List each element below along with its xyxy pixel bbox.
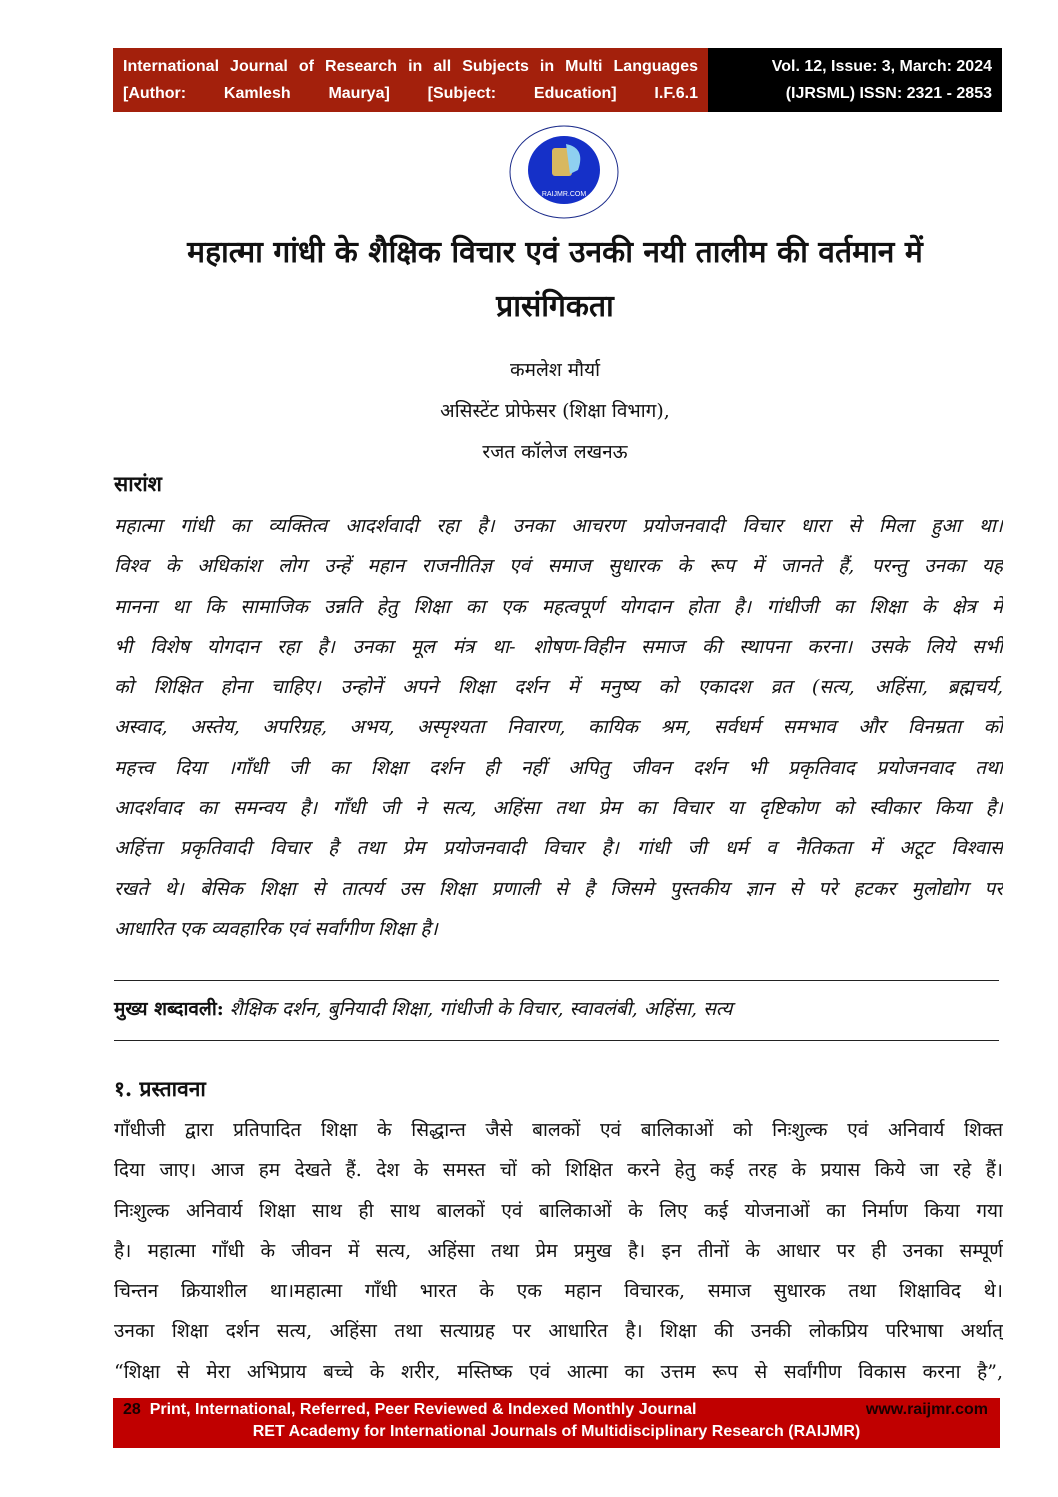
header-right xyxy=(708,48,1002,112)
text-line: रखते थे। बेसिक शिक्षा से तात्पर्य उस शिक्षा प्रणाली से है जिसमे पुस्तकीय ज्ञान से परे हटकर मुलोद्योग पर xyxy=(114,877,1003,900)
journal-logo xyxy=(508,124,620,220)
text-line: महात्मा गांधी का व्यक्तित्व आदर्शवादी रहा है। उनका आचरण प्रयोजनवादी विचार धारा से मिला हुआ था। xyxy=(114,515,1003,537)
text-line: दिया जाए। आज हम देखते हैं. देश के समस्त चों को शिक्षित करने हेतु कई तरह के प्रयास किये जा रहे हैं। xyxy=(114,1159,1003,1182)
keywords xyxy=(114,995,732,1021)
journal-name: International Journal of Research in all Subjects in Multi Languages xyxy=(123,58,698,75)
footer-publisher: RET Academy for International Journals of Multidisciplinary Research (RAIJMR) xyxy=(252,1423,861,1440)
author-designation: असिस्टेंट प्रोफेसर (शिक्षा विभाग), xyxy=(440,400,670,422)
issn: (IJRSML) ISSN: 2321 - 2853 xyxy=(785,85,992,102)
text-line: अहिंत्ता प्रकृतिवादी विचार है तथा प्रेम प्रयोजनवादी विचार है। गांधी जी धर्म व नैतिकता में अटूट विश्वास xyxy=(114,837,1003,860)
volume-issue: Vol. 12, Issue: 3, March: 2024 xyxy=(771,58,992,75)
text-line: आधारित एक व्यवहारिक एवं सर्वांगीण शिक्षा है। xyxy=(114,917,438,940)
divider xyxy=(114,1040,999,1041)
text-line: उनका शिक्षा दर्शन सत्य, अहिंसा तथा सत्याग्रह पर आधारित है। शिक्षा की उनकी लोकप्रिय परिभाषा अर्थात् xyxy=(114,1320,1003,1343)
introduction-heading: १. प्रस्तावना xyxy=(114,1076,206,1101)
author-subject-line: [Author: Kamlesh Maurya] [Subject: Education] I.F.6.1 xyxy=(123,85,698,102)
text-line: महत्त्व दिया ।गाँधी जी का शिक्षा दर्शन ही नहीं अपितु जीवन दर्शन भी प्रकृतिवाद प्रयोजनवाद तथा xyxy=(114,756,1003,779)
page-footer xyxy=(113,1398,1000,1448)
journal-header xyxy=(113,48,1002,112)
author-name: कमलेश मौर्या xyxy=(509,359,601,381)
divider xyxy=(114,980,999,981)
text-line: विश्व के अधिकांश लोग उन्हें महान राजनीतिज्ञ एवं समाज सुधारक के रूप में जानते हैं, परन्तु उनका यह xyxy=(114,555,1003,578)
logo-text: RAIJMR.COM xyxy=(541,191,587,198)
text-line: निःशुल्क अनिवार्य शिक्षा साथ ही साथ बालकों एवं बालिकाओं के लिए कई योजनाओं का निर्माण किया गया xyxy=(114,1199,1003,1222)
website-link[interactable]: www.raijmr.com xyxy=(865,1401,988,1418)
text-line: चिन्तन क्रियाशील था।महात्मा गाँधी भारत के एक महान विचारक, समाज सुधारक तथा शिक्षाविद थे। xyxy=(114,1280,1003,1303)
article-title xyxy=(120,226,990,334)
introduction-body xyxy=(114,1110,1003,1392)
text-line: अस्वाद, अस्तेय, अपरिग्रह, अभय, अस्पृश्यता निवारण, कायिक श्रम, सर्वधर्म समभाव और विनम्रता को xyxy=(114,716,1003,739)
author-block xyxy=(200,350,910,473)
abstract-body xyxy=(114,506,1003,949)
title-line: प्रासंगिकता xyxy=(496,289,614,324)
footer-journal-type: Print, International, Referred, Peer Reviewed & Indexed Monthly Journal xyxy=(149,1401,697,1418)
keywords-values: शैक्षिक दर्शन, बुनियादी शिक्षा, गांधीजी के विचार, स्वावलंबी, अहिंसा, सत्य xyxy=(229,998,733,1020)
header-left xyxy=(113,48,708,112)
text-line: आदर्शवाद का समन्वय है। गाँधी जी ने सत्य, अहिंसा तथा प्रेम का विचार या दृष्टिकोण को स्वीकार किया है। xyxy=(114,797,1003,820)
text-line: है। महात्मा गाँधी के जीवन में सत्य, अहिंसा तथा प्रेम प्रमुख है। इन तीनों के आधार पर ही उनका सम्पूर्ण xyxy=(114,1239,1003,1262)
text-line: गाँधीजी द्वारा प्रतिपादित शिक्षा के सिद्धान्त जैसे बालकों एवं बालिकाओं को निःशुल्क एवं अनिवार्य शिक्त xyxy=(114,1119,1003,1141)
text-line: “शिक्षा से मेरा अभिप्राय बच्चे के शरीर, मस्तिष्क एवं आत्मा का उत्तम रूप से सर्वांगीण विकास करना है”, xyxy=(114,1360,1003,1383)
author-institution: रजत कॉलेज लखनऊ xyxy=(482,441,628,463)
abstract-heading: सारांश xyxy=(114,471,162,496)
title-line: महात्मा गांधी के शैक्षिक विचार एवं उनकी नयी तालीम की वर्तमान में xyxy=(187,235,923,270)
text-line: मानना था कि सामाजिक उन्नति हेतु शिक्षा का एक महत्वपूर्ण योगदान होता है। गांधीजी का शिक्षा के क्षेत्र में xyxy=(114,595,1003,618)
keywords-label: मुख्य शब्दावली: xyxy=(114,998,224,1020)
page-number: 28 xyxy=(123,1401,141,1418)
text-line: भी विशेष योगदान रहा है। उनका मूल मंत्र था- शोषण-विहीन समाज की स्थापना करना। उसके लिये सभी xyxy=(114,635,1003,658)
text-line: को शिक्षित होना चाहिए। उन्होनें अपने शिक्षा दर्शन में मनुष्य को एकादश व्रत (सत्य, अहिंसा, ब्रह्मचर्य, xyxy=(114,676,1003,699)
